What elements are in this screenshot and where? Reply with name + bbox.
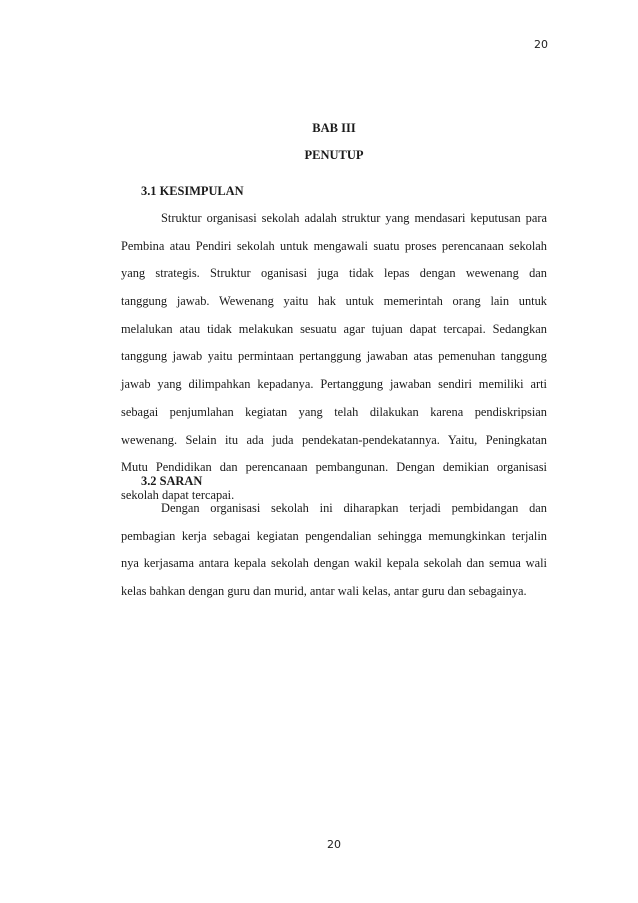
section-saran	[121, 468, 547, 606]
paragraph-line: nya kerjasama antara kepala sekolah dengan wakil kepala sekolah dan semua wali	[121, 556, 547, 571]
paragraph-line: tanggung jawab yaitu permintaan pertanggung jawaban atas pemenuhan tanggung	[121, 349, 547, 364]
paragraph-line: Mutu Pendidikan dan perencanaan pembangunan. Dengan demikian organisasi	[121, 460, 547, 475]
paragraph-line: sebagai penjumlahan kegiatan yang telah dilakukan karena pendiskripsian	[121, 404, 547, 419]
page-number-top: 20	[534, 38, 548, 51]
paragraph-line: Struktur organisasi sekolah adalah struktur yang mendasari keputusan para	[161, 211, 547, 225]
chapter-title: PENUTUP	[304, 148, 364, 162]
section-kesimpulan	[121, 178, 547, 510]
paragraph-line: yang strategis. Struktur oganisasi juga tidak lepas dengan wewenang dan	[121, 266, 547, 281]
paragraph-line: Pembina atau Pendiri sekolah untuk mengawali suatu proses perencanaan sekolah	[121, 238, 547, 253]
paragraph-line: kelas bahkan dengan guru dan murid, antar wali kelas, antar guru dan sebagainya.	[121, 584, 527, 599]
paragraph-line: sekolah dapat tercapai.	[121, 487, 235, 502]
section-heading: 3.1 KESIMPULAN	[141, 184, 244, 198]
chapter-label: BAB III	[312, 121, 356, 135]
paragraph-line: tanggung jawab. Wewenang yaitu hak untuk memerintah orang lain untuk	[121, 294, 547, 309]
paragraph-line: jawab yang dilimpahkan kepadanya. Pertanggung jawaban sendiri memiliki arti	[121, 377, 547, 392]
paragraph-line: wewenang. Selain itu ada juda pendekatan-pendekatannya. Yaitu, Peningkatan	[121, 432, 547, 447]
paragraph-line: melalukan atau tidak melakukan sesuatu agar tujuan dapat tercapai. Sedangkan	[121, 321, 547, 336]
paragraph-line: pembagian kerja sebagai kegiatan pengendalian sehingga memungkinkan terjalin	[121, 528, 547, 543]
page-number-bottom: 20	[327, 838, 341, 851]
paragraph-line: Dengan organisasi sekolah ini diharapkan terjadi pembidangan dan	[161, 501, 547, 515]
section-heading: 3.2 SARAN	[141, 474, 203, 488]
